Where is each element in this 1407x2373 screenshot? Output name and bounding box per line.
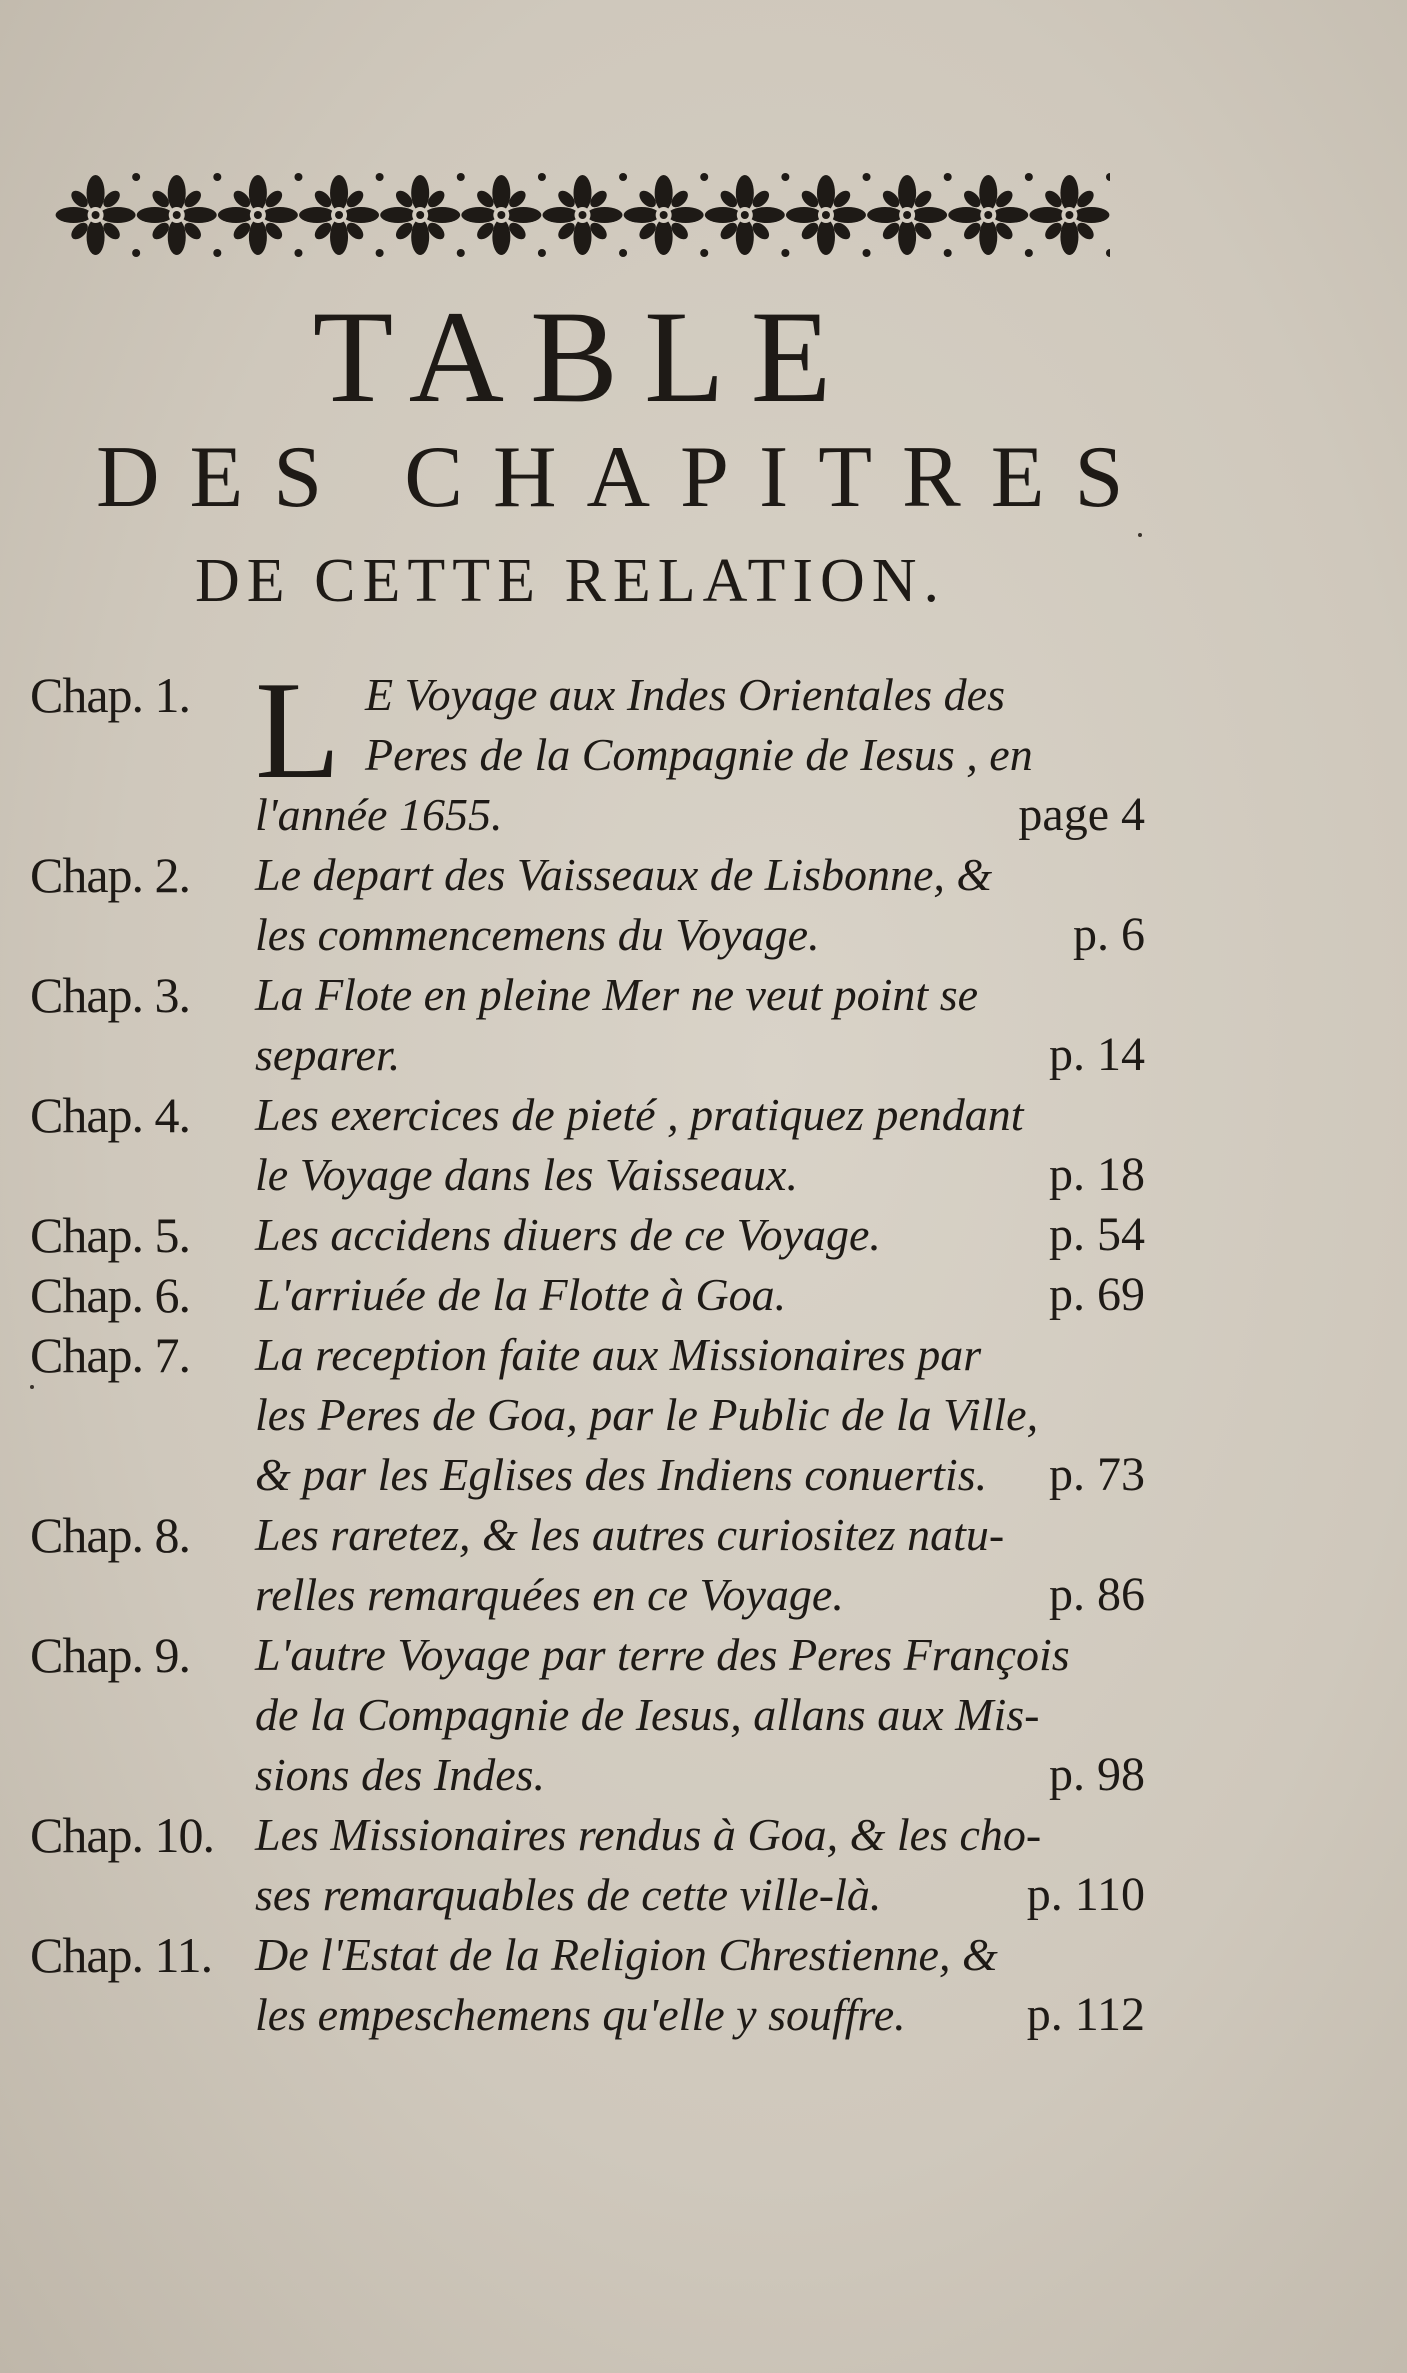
page-reference: p. 110 <box>1026 1868 1145 1921</box>
drop-cap-letter: L <box>255 653 341 808</box>
chapter-title-line: l'année 1655. <box>255 789 503 840</box>
toc-entry <box>0 965 1407 1085</box>
chapter-number: Chap. 2. <box>30 847 191 903</box>
flower-motif-icon <box>137 173 222 257</box>
flower-motif-icon <box>624 173 709 257</box>
ink-speck <box>1138 533 1142 537</box>
toc-entry <box>0 1205 1407 1265</box>
chapter-number: Chap. 3. <box>30 967 191 1023</box>
chapter-number: Chap. 10. <box>30 1807 215 1863</box>
page-reference: p. 54 <box>1049 1208 1145 1261</box>
flower-motif-icon <box>299 173 384 257</box>
page-reference: p. 73 <box>1049 1448 1145 1501</box>
flower-motif-icon <box>705 173 790 257</box>
toc-entry <box>0 1925 1407 2045</box>
floral-ornament-band <box>55 165 1110 265</box>
toc-entry <box>0 1325 1407 1505</box>
toc-entry <box>0 1625 1407 1805</box>
chapter-title-line: Les exercices de pieté , pratiquez pendant <box>255 1089 1024 1140</box>
page-subtitle: DES CHAPITRES <box>96 429 1154 526</box>
chapter-title-line: le Voyage dans les Vaisseaux. <box>255 1149 798 1200</box>
chapter-title-line: Les raretez, & les autres curiositez natu- <box>255 1509 1005 1560</box>
page-reference: p. 6 <box>1073 908 1145 961</box>
chapter-number: Chap. 11. <box>30 1927 213 1983</box>
chapter-number: Chap. 8. <box>30 1507 191 1563</box>
page-reference: p. 112 <box>1026 1988 1145 2041</box>
chapter-number: Chap. 1. <box>30 667 191 723</box>
chapter-number: Chap. 6. <box>30 1267 191 1323</box>
flower-motif-icon <box>867 173 952 257</box>
toc-entry <box>0 653 1407 845</box>
toc-entry <box>0 1505 1407 1625</box>
flower-motif-icon <box>1029 173 1110 257</box>
page-title: TABLE <box>312 283 858 430</box>
chapter-title-line: La Flote en pleine Mer ne veut point se <box>255 969 979 1020</box>
page-reference: page 4 <box>1018 788 1145 841</box>
page-reference: p. 14 <box>1049 1028 1145 1081</box>
page-subsubtitle: DE CETTE RELATION. <box>195 547 947 615</box>
chapter-title-line: les empeschemens qu'elle y souffre. <box>255 1989 906 2040</box>
chapter-title-line: L'arriuée de la Flotte à Goa. <box>255 1269 787 1320</box>
chapter-title-line: les commencemens du Voyage. <box>255 909 820 960</box>
page-reference: p. 18 <box>1049 1148 1145 1201</box>
chapter-title-line: sions des Indes. <box>255 1749 546 1800</box>
chapter-title-line: Peres de la Compagnie de Iesus , en <box>365 729 1033 780</box>
chapter-number: Chap. 9. <box>30 1627 191 1683</box>
flower-motif-icon <box>461 173 546 257</box>
flower-motif-icon <box>543 173 628 257</box>
chapter-number: Chap. 7. <box>30 1327 191 1383</box>
chapter-title-line: de la Compagnie de Iesus, allans aux Mis- <box>255 1689 1040 1740</box>
chapter-title-line: les Peres de Goa, par le Public de la Ville, <box>255 1389 1039 1440</box>
chapter-title-line: Le depart des Vaisseaux de Lisbonne, & <box>255 849 993 900</box>
page-reference: p. 69 <box>1049 1268 1145 1321</box>
toc-entry <box>0 1265 1407 1325</box>
flower-motif-icon <box>380 173 465 257</box>
flower-motif-icon <box>948 173 1033 257</box>
flower-motif-icon <box>786 173 871 257</box>
flower-motif-icon <box>56 173 141 257</box>
chapter-title-line: La reception faite aux Missionaires par <box>255 1329 982 1380</box>
page-reference: p. 86 <box>1049 1568 1145 1621</box>
toc-entry <box>0 1805 1407 1925</box>
chapter-title-line: ses remarquables de cette ville-là. <box>255 1869 882 1920</box>
chapter-number: Chap. 5. <box>30 1207 191 1263</box>
page-reference: p. 98 <box>1049 1748 1145 1801</box>
chapter-title-line: L'autre Voyage par terre des Peres François <box>255 1629 1070 1680</box>
chapter-title-line: De l'Estat de la Religion Chrestienne, & <box>255 1929 998 1980</box>
chapter-title-line: separer. <box>255 1029 401 1080</box>
chapter-title-line: Les accidens diuers de ce Voyage. <box>255 1209 881 1260</box>
chapter-title-line: Les Missionaires rendus à Goa, & les cho- <box>255 1809 1042 1860</box>
toc-entry <box>0 845 1407 965</box>
ink-speck <box>30 1385 34 1389</box>
chapter-title-line: E Voyage aux Indes Orientales des <box>365 669 1006 720</box>
toc-entry <box>0 1085 1407 1205</box>
flower-motif-icon <box>218 173 303 257</box>
chapter-number: Chap. 4. <box>30 1087 191 1143</box>
chapter-title-line: & par les Eglises des Indiens conuertis. <box>255 1449 988 1500</box>
chapter-title-line: relles remarquées en ce Voyage. <box>255 1569 844 1620</box>
